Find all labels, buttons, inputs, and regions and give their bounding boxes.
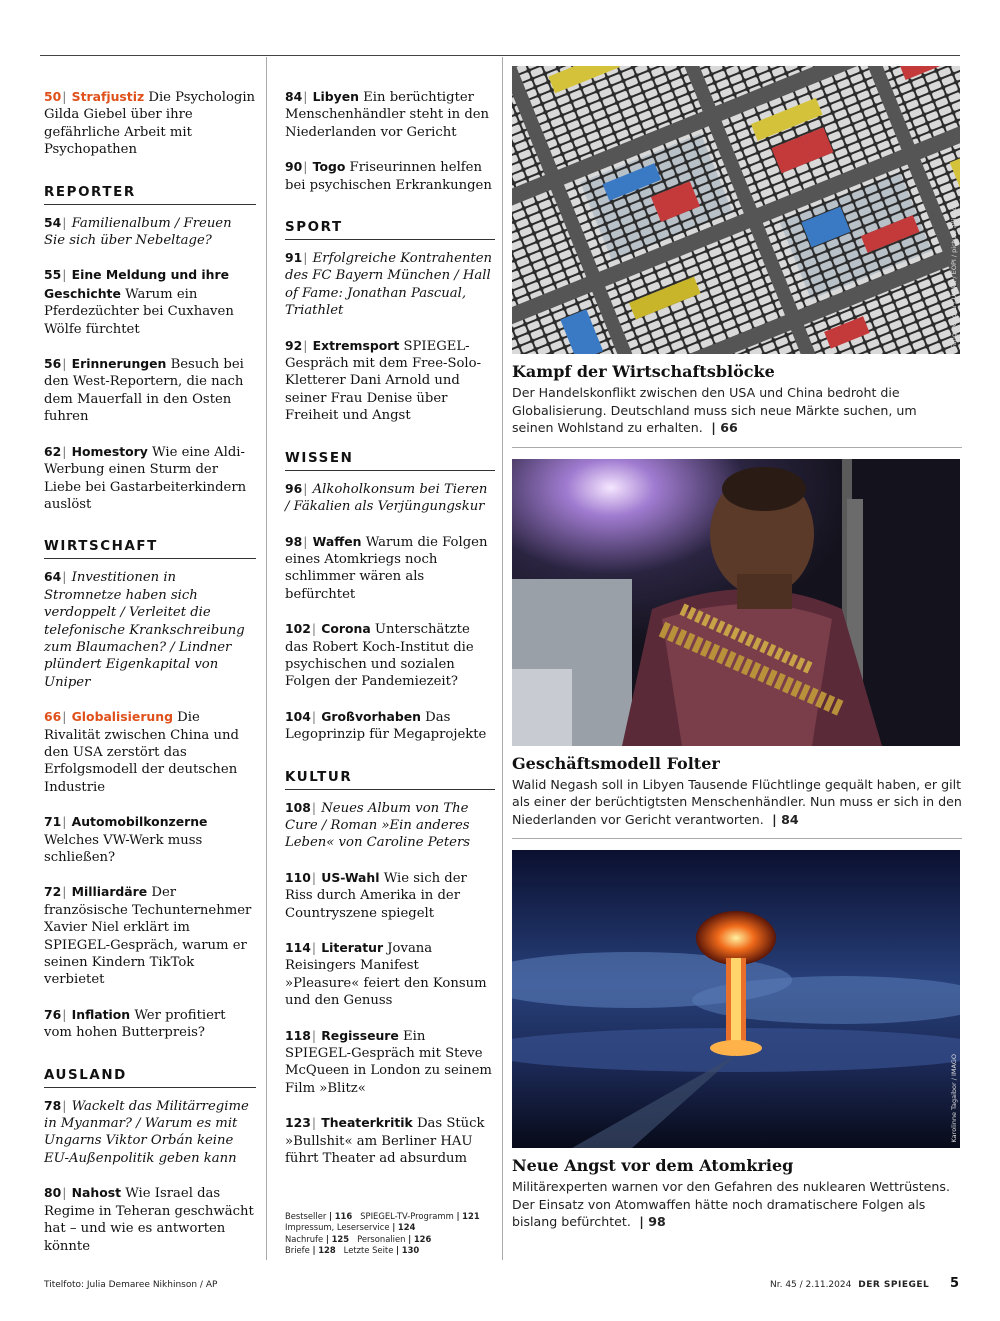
entry-keyword: Strafjustiz bbox=[71, 89, 145, 104]
entry-keyword: Eine Meldung und ihre Geschichte bbox=[44, 267, 229, 301]
page-number: 84 bbox=[285, 89, 303, 104]
entry-keyword: US-Wahl bbox=[321, 869, 380, 885]
entry-keyword: Globalisierung bbox=[71, 709, 173, 725]
index-label[interactable]: Bestseller bbox=[285, 1211, 327, 1221]
entry-text: Neues Album von The Cure / Roman »Ein anderes Leben« von Caroline Peters bbox=[285, 800, 471, 851]
toc-entry[interactable]: 78| Wackelt das Militärregime in Myanmar? / Warum es mit Ungarns Viktor Orbán keine EU-Außenpolitik geben kann bbox=[44, 1097, 249, 1166]
page-number: 64 bbox=[44, 569, 62, 585]
top-rule bbox=[40, 55, 960, 56]
section-heading-kultur: KULTUR bbox=[285, 770, 495, 790]
toc-entry[interactable]: 71| Automobilkonzerne Welches VW-Werk muss schließen? bbox=[44, 814, 208, 865]
index-page: 121 bbox=[462, 1211, 480, 1221]
feature-title: Neue Angst vor dem Atomkrieg bbox=[512, 1156, 794, 1175]
entry-text: Das Stück »Bullshit« am Berliner HAU führt Theater ad absurdum bbox=[285, 1116, 485, 1167]
index-page: 125 bbox=[331, 1233, 350, 1244]
entry-text: Welches VW-Werk muss schließen? bbox=[44, 832, 203, 865]
index-label[interactable]: Impressum, Leserservice bbox=[285, 1222, 390, 1233]
entry-keyword: Literatur bbox=[321, 940, 384, 955]
entry-text: Wackelt das Militärregime in Myanmar? / Warum es mit Ungarns Viktor Orbán keine EU-Außenpolitik geben kann bbox=[44, 1098, 249, 1166]
entry-text: Alkoholkonsum bei Tieren / Fäkalien als Verjüngungskur bbox=[285, 481, 488, 515]
entry-keyword: Libyen bbox=[312, 89, 359, 104]
entry-keyword: Milliardäre bbox=[71, 884, 148, 900]
page-number: 56 bbox=[44, 356, 62, 372]
entry-keyword: Togo bbox=[312, 159, 346, 175]
entry-keyword: Theaterkritik bbox=[321, 1115, 413, 1131]
index-page: 128 bbox=[318, 1245, 336, 1256]
entry-keyword: Erinnerungen bbox=[71, 356, 167, 372]
entry-keyword: Inflation bbox=[71, 1006, 131, 1022]
feature-item[interactable] bbox=[512, 850, 962, 1231]
toc-entry[interactable]: 114| Literatur Jovana Reisingers Manifest »Pleasure« feiert den Konsum und den Genuss bbox=[285, 940, 487, 1009]
entry-keyword: Automobilkonzerne bbox=[71, 814, 208, 830]
index-page: 126 bbox=[413, 1233, 432, 1244]
page-number: 102 bbox=[285, 621, 311, 637]
toc-entry[interactable]: 90| Togo Friseurinnen helfen bei psychischen Erkrankungen bbox=[285, 159, 492, 193]
car-park-image bbox=[512, 66, 960, 354]
entry-keyword: Homestory bbox=[71, 443, 148, 459]
feature-body: Walid Negash soll in Libyen Tausende Flüchtlinge gequält haben, er gilt als einer der berüchtigtsten Menschenhändler. Nun muss er sich in den Niederlanden vor Gericht verantworten. bbox=[512, 776, 962, 827]
toc-entry[interactable]: 123| Theaterkritik Das Stück »Bullshit« am Berliner HAU führt Theater ad absurdum bbox=[285, 1115, 485, 1167]
entry-text: Besuch bei den West-Reportern, die nach dem Mauerfall in den Osten fuhren bbox=[44, 357, 244, 425]
entry-text: Ein berüchtigter Menschenhändler steht in den Niederlanden vor Gericht bbox=[285, 90, 490, 140]
entry-keyword: Extremsport bbox=[312, 337, 400, 353]
page-number: 66 bbox=[44, 709, 62, 725]
entry-text: Unterschätzte das Robert Koch-Institut die psychischen und sozialen Folgen der Pandemiezeit? bbox=[285, 622, 474, 690]
section-heading-ausland: AUSLAND bbox=[44, 1068, 256, 1088]
entry-text: Wie Israel das Regime in Teheran geschwächt hat – und wie es antworten könnte bbox=[44, 1186, 254, 1254]
index-page: 124 bbox=[397, 1222, 416, 1233]
index-label[interactable]: Nachrufe bbox=[285, 1233, 324, 1244]
entry-keyword: Waffen bbox=[312, 533, 362, 549]
issue-info bbox=[770, 1280, 929, 1290]
page-number: 50 bbox=[44, 89, 62, 104]
index-label[interactable]: SPIEGEL-TV-Programm bbox=[360, 1211, 454, 1221]
entry-text: SPIEGEL-Gespräch mit dem Free-Solo-Kletterer Dani Arnold und seiner Frau Denise über Freiheit und Angst bbox=[285, 338, 482, 424]
section-heading-wirtschaft: WIRTSCHAFT bbox=[44, 539, 256, 559]
photo-credit: Fang Dongxu / Utoka / EOPI / picture alliance bbox=[950, 202, 958, 348]
feature-item[interactable] bbox=[512, 66, 962, 437]
entry-text: Jovana Reisingers Manifest »Pleasure« feiert den Konsum und den Genuss bbox=[285, 941, 487, 1009]
page-number: 108 bbox=[285, 799, 311, 815]
entry-text: Friseurinnen helfen bei psychischen Erkrankungen bbox=[285, 160, 492, 193]
toc-entry[interactable]: 55| Eine Meldung und ihre Geschichte Warum ein Pferdezüchter bei Cuxhaven Wölfe fürchtet bbox=[44, 267, 234, 337]
issue-number: Nr. 45 / 2.11.2024 bbox=[770, 1280, 852, 1290]
page-number: 54 bbox=[44, 214, 62, 230]
feature-text: Militärexperten warnen vor den Gefahren des nuklearen Wettrüstens. Der Einsatz von Atomwaffen hätte noch dramatischere Folgen als bislang befürchtet. | 98 bbox=[512, 1179, 950, 1229]
page-number: 96 bbox=[285, 480, 303, 496]
entry-text: Wie sich der Riss durch Amerika in der Countryszene spiegelt bbox=[285, 870, 467, 921]
magazine-brand: DER SPIEGEL bbox=[858, 1280, 930, 1290]
page-number: 71 bbox=[44, 814, 62, 830]
page-number: 72 bbox=[44, 884, 62, 900]
toc-entry[interactable]: 80| Nahost Wie Israel das Regime in Teheran geschwächt hat – und wie es antworten könnte bbox=[44, 1185, 254, 1254]
column-divider-1 bbox=[266, 57, 267, 1260]
toc-entry[interactable]: 56| Erinnerungen Besuch bei den West-Reportern, die nach dem Mauerfall in den Osten fuhren bbox=[44, 356, 244, 425]
page-number: 92 bbox=[285, 337, 303, 353]
index-label[interactable]: Letzte Seite bbox=[343, 1245, 394, 1256]
entry-keyword: Regisseure bbox=[321, 1027, 399, 1043]
feature-divider bbox=[512, 838, 962, 839]
feature-page-number: 84 bbox=[781, 811, 799, 827]
toc-entry[interactable]: 98| Waffen Warum die Folgen eines Atomkriegs noch schlimmer wären als befürchtet bbox=[285, 533, 488, 602]
toc-entry[interactable]: 76| Inflation Wer profitiert vom hohen Butterpreis? bbox=[44, 1006, 226, 1041]
page-number: 76 bbox=[44, 1006, 62, 1022]
feature-text: Der Handelskonflikt zwischen den USA und China bedroht die Globalisierung. Deutschland muss sich neue Märkte suchen, um seinen Wohlstand zu erhalten. | 66 bbox=[512, 385, 917, 435]
entry-text: Die Rivalität zwischen China und den USA zerstört das Erfolgsmodell der deutschen Industrie bbox=[44, 710, 239, 795]
page-number: 91 bbox=[285, 250, 303, 266]
toc-entry[interactable]: 54| Familienalbum / Freuen Sie sich über Nebeltage? bbox=[44, 214, 232, 249]
cover-photo-credit: Titelfoto: Julia Demaree Nikhinson / AP bbox=[44, 1280, 218, 1290]
toc-column-2 bbox=[285, 88, 495, 1184]
toc-entry[interactable]: 102| Corona Unterschätzte das Robert Koch-Institut die psychischen und sozialen Folgen der Pandemiezeit? bbox=[285, 621, 474, 690]
page-number-footer: 5 bbox=[950, 1276, 960, 1291]
page-number: 90 bbox=[285, 159, 303, 175]
feature-divider bbox=[512, 447, 962, 448]
portrait-image bbox=[512, 459, 960, 746]
page-number: 104 bbox=[285, 708, 311, 724]
section-heading-reporter: REPORTER bbox=[44, 185, 256, 205]
page-number: 78 bbox=[44, 1097, 62, 1113]
index-label[interactable]: Briefe bbox=[285, 1245, 310, 1256]
entry-keyword: Nahost bbox=[71, 1185, 122, 1201]
page-number: 110 bbox=[285, 869, 311, 885]
page-number: 118 bbox=[285, 1027, 311, 1043]
page-number: 123 bbox=[285, 1115, 311, 1131]
index-page: 116 bbox=[334, 1211, 353, 1221]
toc-entry[interactable]: 108| Neues Album von The Cure / Roman »Ein anderes Leben« von Caroline Peters bbox=[285, 799, 471, 851]
entry-keyword: Großvorhaben bbox=[321, 708, 421, 724]
section-heading-wissen: WISSEN bbox=[285, 451, 495, 471]
feature-page-number: 66 bbox=[720, 420, 738, 435]
toc-entry[interactable]: 104| Großvorhaben Das Legoprinzip für Megaprojekte bbox=[285, 708, 487, 743]
feature-photo-portrait bbox=[512, 459, 960, 746]
index-label[interactable]: Personalien bbox=[357, 1233, 406, 1244]
toc-entry[interactable]: 91| Erfolgreiche Kontrahenten des FC Bayern München / Hall of Fame: Jonathan Pascual, Triathlet bbox=[285, 250, 493, 319]
entry-text: Warum die Folgen eines Atomkriegs noch schlimmer wären als befürchtet bbox=[285, 534, 488, 602]
feature-item[interactable] bbox=[512, 459, 962, 829]
toc-entry[interactable]: 110| US-Wahl Wie sich der Riss durch Amerika in der Countryszene spiegelt bbox=[285, 869, 467, 921]
feature-title: Geschäftsmodell Folter bbox=[512, 753, 720, 773]
page-number: 98 bbox=[285, 533, 303, 549]
toc-entry[interactable]: 84| Libyen Ein berüchtigter Menschenhändler steht in den Niederlanden vor Gericht bbox=[285, 89, 490, 140]
section-heading-sport: SPORT bbox=[285, 220, 495, 240]
toc-entry[interactable]: 66| Globalisierung Die Rivalität zwischen China und den USA zerstört das Erfolgsmodell der deutschen Industrie bbox=[44, 709, 239, 795]
entry-text: Wer profitiert vom hohen Butterpreis? bbox=[44, 1007, 226, 1041]
feature-column bbox=[512, 66, 962, 1231]
feature-body: Der Handelskonflikt zwischen den USA und China bedroht die Globalisierung. Deutschland muss sich neue Märkte suchen, um seinen Wohlstand zu erhalten. bbox=[512, 385, 917, 435]
entry-text: Die Psychologin Gilda Giebel über ihre gefährliche Arbeit mit Psychopathen bbox=[44, 90, 256, 158]
entry-text: Familienalbum / Freuen Sie sich über Nebeltage? bbox=[44, 215, 232, 249]
feature-photo-car-park bbox=[512, 66, 960, 354]
entry-text: Wie eine Aldi-Werbung einen Sturm der Liebe bei Gastarbeiterkindern auslöst bbox=[44, 444, 247, 512]
entry-keyword: Corona bbox=[321, 621, 371, 637]
toc-entry[interactable]: 118| Regisseure Ein SPIEGEL-Gespräch mit Steve McQueen in London zu seinem Film »Blitz« bbox=[285, 1027, 492, 1096]
toc-entry[interactable]: 92| Extremsport SPIEGEL-Gespräch mit dem Free-Solo-Kletterer Dani Arnold und seiner Frau Denise über Freiheit und Angst bbox=[285, 337, 482, 424]
entry-text: Warum ein Pferdezüchter bei Cuxhaven Wölfe fürchtet bbox=[44, 286, 234, 337]
page-number: 114 bbox=[285, 940, 311, 955]
toc-entry[interactable]: 64| Investitionen in Stromnetze haben sich verdoppelt / Verleitet die telefonische Krankschreibung zum Blaumachen? / Lindner plündert Eigenkapital von Uniper bbox=[44, 569, 245, 690]
feature-text: Walid Negash soll in Libyen Tausende Flüchtlinge gequält haben, er gilt als einer der berüchtigtsten Menschenhändler. Nun muss er sich in den Niederlanden vor Gericht verantworten. | 84 bbox=[512, 776, 962, 827]
feature-photo-mushroom-cloud bbox=[512, 850, 960, 1148]
small-index: Bestseller | 116 SPIEGEL-TV-Programm | 121 Impressum, Leserservice | 124 Nachrufe | 125 Personalien | 126 Briefe | 128 Letzte Seite | 130 bbox=[285, 1211, 480, 1256]
feature-page-number: 98 bbox=[648, 1214, 666, 1229]
toc-entry[interactable]: 96| Alkoholkonsum bei Tieren / Fäkalien als Verjüngungskur bbox=[285, 480, 488, 515]
mushroom-cloud-image bbox=[512, 850, 960, 1148]
toc-column-1 bbox=[44, 88, 256, 1272]
toc-entry[interactable]: 62| Homestory Wie eine Aldi-Werbung einen Sturm der Liebe bei Gastarbeiterkindern auslöst bbox=[44, 443, 247, 512]
entry-text: Das Legoprinzip für Megaprojekte bbox=[285, 709, 487, 743]
column-divider-2 bbox=[502, 57, 503, 1260]
feature-title: Kampf der Wirtschaftsblöcke bbox=[512, 362, 775, 381]
page-number: 55 bbox=[44, 267, 62, 283]
entry-text: Erfolgreiche Kontrahenten des FC Bayern München / Hall of Fame: Jonathan Pascual, Triathlet bbox=[285, 251, 493, 319]
photo-credit: Karolinne Tagaibor / IMAGO bbox=[950, 1053, 958, 1142]
toc-entry[interactable]: 50| Strafjustiz Die Psychologin Gilda Giebel über ihre gefährliche Arbeit mit Psychopathen bbox=[44, 89, 256, 158]
page-number: 80 bbox=[44, 1185, 62, 1201]
page-number: 62 bbox=[44, 443, 62, 459]
entry-text: Ein SPIEGEL-Gespräch mit Steve McQueen in London zu seinem Film »Blitz« bbox=[285, 1028, 492, 1096]
toc-entry[interactable]: 72| Milliardäre Der französische Techunternehmer Xavier Niel erklärt im SPIEGEL-Gespräch, warum er seinen Kindern TikTok verbietet bbox=[44, 884, 252, 988]
entry-text: Der französische Techunternehmer Xavier Niel erklärt im SPIEGEL-Gespräch, warum er seinen Kindern TikTok verbietet bbox=[44, 885, 252, 988]
feature-body: Militärexperten warnen vor den Gefahren des nuklearen Wettrüstens. Der Einsatz von Atomwaffen hätte noch dramatischere Folgen als bislang befürchtet. bbox=[512, 1179, 950, 1229]
entry-text: Investitionen in Stromnetze haben sich verdoppelt / Verleitet die telefonische Krankschreibung zum Blaumachen? / Lindner plündert Eigenkapital von Uniper bbox=[44, 570, 245, 690]
index-page: 130 bbox=[401, 1245, 420, 1256]
